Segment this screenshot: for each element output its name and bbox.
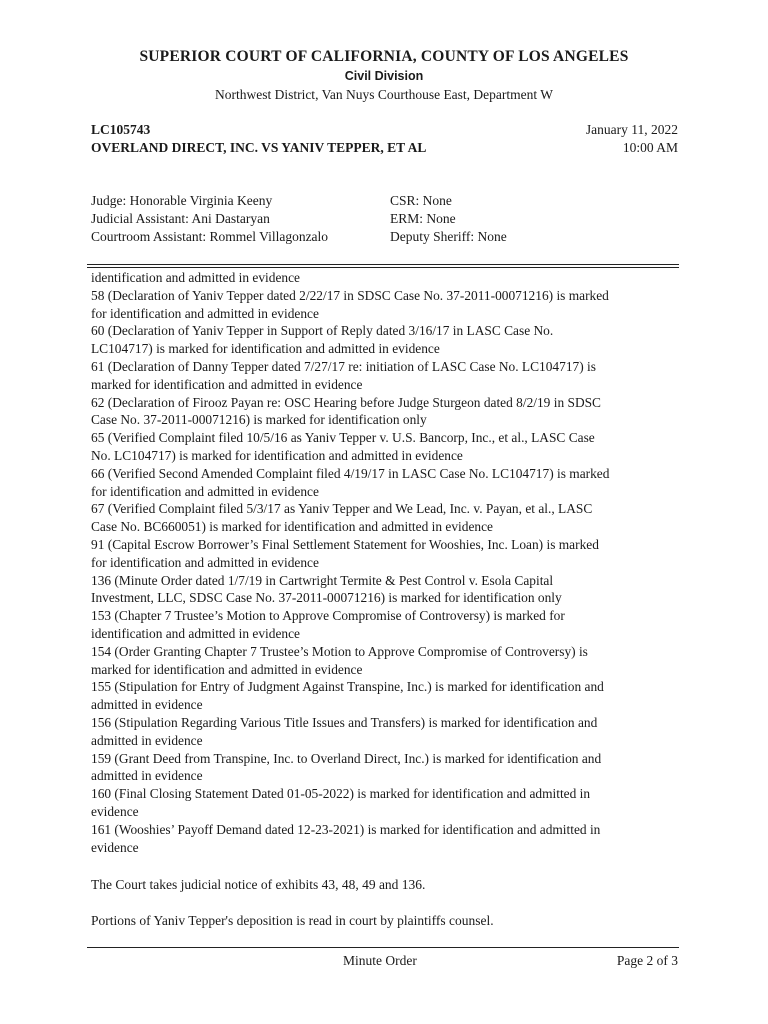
exhibit-line: 153 (Chapter 7 Trustee’s Motion to Approve Compromise of Controversy) is marked for (91, 608, 565, 624)
judicial-notice-paragraph: The Court takes judicial notice of exhibits 43, 48, 49 and 136. (91, 877, 426, 892)
exhibit-line: 62 (Declaration of Firooz Payan re: OSC Hearing before Judge Sturgeon dated 8/2/19 in SDSC (91, 394, 601, 410)
exhibit-line: 161 (Wooshies’ Payoff Demand dated 12-23-2021) is marked for identification and admitted in (91, 821, 601, 837)
exhibit-line: marked for identification and admitted in evidence (91, 376, 363, 392)
exhibit-line: Investment, LLC, SDSC Case No. 37-2011-00071216) is marked for identification only (91, 590, 562, 606)
csr-line: CSR: None (390, 193, 452, 208)
courtroom-assistant-line: Courtroom Assistant: Rommel Villagonzalo (91, 229, 329, 244)
exhibit-line: 154 (Order Granting Chapter 7 Trustee’s Motion to Approve Compromise of Controversy) is (91, 643, 588, 659)
judge-line: Judge: Honorable Virginia Keeny (91, 193, 273, 208)
header-divider-top (87, 264, 679, 265)
staff-right-column (390, 192, 507, 246)
exhibit-line: 155 (Stipulation for Entry of Judgment Against Transpine, Inc.) is marked for identification and (91, 679, 604, 695)
exhibit-list (91, 269, 681, 856)
division-label: Civil Division (344, 69, 424, 83)
exhibit-line: admitted in evidence (91, 697, 203, 713)
deposition-paragraph: Portions of Yaniv Tepper's deposition is read in court by plaintiffs counsel. (91, 913, 494, 928)
exhibit-line: No. LC104717) is marked for identification and admitted in evidence (91, 447, 463, 463)
footer-label: Minute Order (343, 953, 417, 968)
exhibit-line: 136 (Minute Order dated 1/7/19 in Cartwright Termite & Pest Control v. Esola Capital (91, 572, 554, 588)
exhibit-line: evidence (91, 803, 139, 819)
deputy-sheriff-line: Deputy Sheriff: None (390, 229, 507, 244)
exhibit-line: 159 (Grant Deed from Transpine, Inc. to Overland Direct, Inc.) is marked for identification and (91, 750, 602, 766)
page-number: Page 2 of 3 (616, 953, 678, 968)
exhibit-line: admitted in evidence (91, 768, 203, 784)
exhibit-line: 66 (Verified Second Amended Complaint filed 4/19/17 in LASC Case No. LC104717) is marked (91, 465, 610, 481)
exhibit-line: identification and admitted in evidence (91, 625, 300, 641)
header-divider-bottom (87, 267, 679, 268)
exhibit-line: Case No. 37-2011-00071216) is marked for identification only (91, 412, 427, 428)
exhibit-line: 65 (Verified Complaint filed 10/5/16 as Yaniv Tepper v. U.S. Bancorp, Inc., et al., LASC Case (91, 430, 595, 446)
exhibit-line: for identification and admitted in evidence (91, 305, 319, 321)
court-title: SUPERIOR COURT OF CALIFORNIA, COUNTY OF LOS ANGELES (139, 48, 629, 65)
erm-line: ERM: None (390, 211, 456, 226)
district-label: Northwest District, Van Nuys Courthouse East, Department W (214, 87, 554, 102)
exhibit-line: 67 (Verified Complaint filed 5/3/17 as Yaniv Tepper and We Lead, Inc. v. Payan, et al., LASC (91, 501, 593, 517)
hearing-time: 10:00 AM (622, 140, 678, 155)
exhibit-line: Case No. BC660051) is marked for identification and admitted in evidence (91, 519, 493, 535)
case-number: LC105743 (91, 122, 151, 137)
exhibit-line: 160 (Final Closing Statement Dated 01-05-2022) is marked for identification and admitted in (91, 786, 591, 802)
exhibit-line: 60 (Declaration of Yaniv Tepper in Support of Reply dated 3/16/17 in LASC Case No. (91, 323, 554, 339)
judicial-assistant-line: Judicial Assistant: Ani Dastaryan (91, 211, 270, 226)
footer-divider (87, 947, 679, 948)
exhibit-line: admitted in evidence (91, 732, 203, 748)
exhibit-line: identification and admitted in evidence (91, 270, 300, 285)
exhibit-line: marked for identification and admitted in evidence (91, 661, 363, 677)
staff-left-column (91, 192, 328, 246)
exhibit-line: LC104717) is marked for identification and admitted in evidence (91, 341, 440, 357)
exhibit-line: for identification and admitted in evidence (91, 483, 319, 499)
exhibit-line: evidence (91, 839, 139, 855)
exhibit-line: for identification and admitted in evidence (91, 554, 319, 570)
hearing-date: January 11, 2022 (585, 122, 678, 137)
case-title: OVERLAND DIRECT, INC. VS YANIV TEPPER, ET AL (91, 140, 427, 155)
exhibit-line: 91 (Capital Escrow Borrower’s Final Settlement Statement for Wooshies, Inc. Loan) is marked (91, 536, 599, 552)
exhibit-line: 156 (Stipulation Regarding Various Title Issues and Transfers) is marked for identification and (91, 714, 598, 730)
exhibit-line: 61 (Declaration of Danny Tepper dated 7/27/17 re: initiation of LASC Case No. LC104717) is (91, 358, 596, 374)
exhibit-line: 58 (Declaration of Yaniv Tepper dated 2/22/17 in SDSC Case No. 37-2011-00071216) is marked (91, 287, 609, 303)
